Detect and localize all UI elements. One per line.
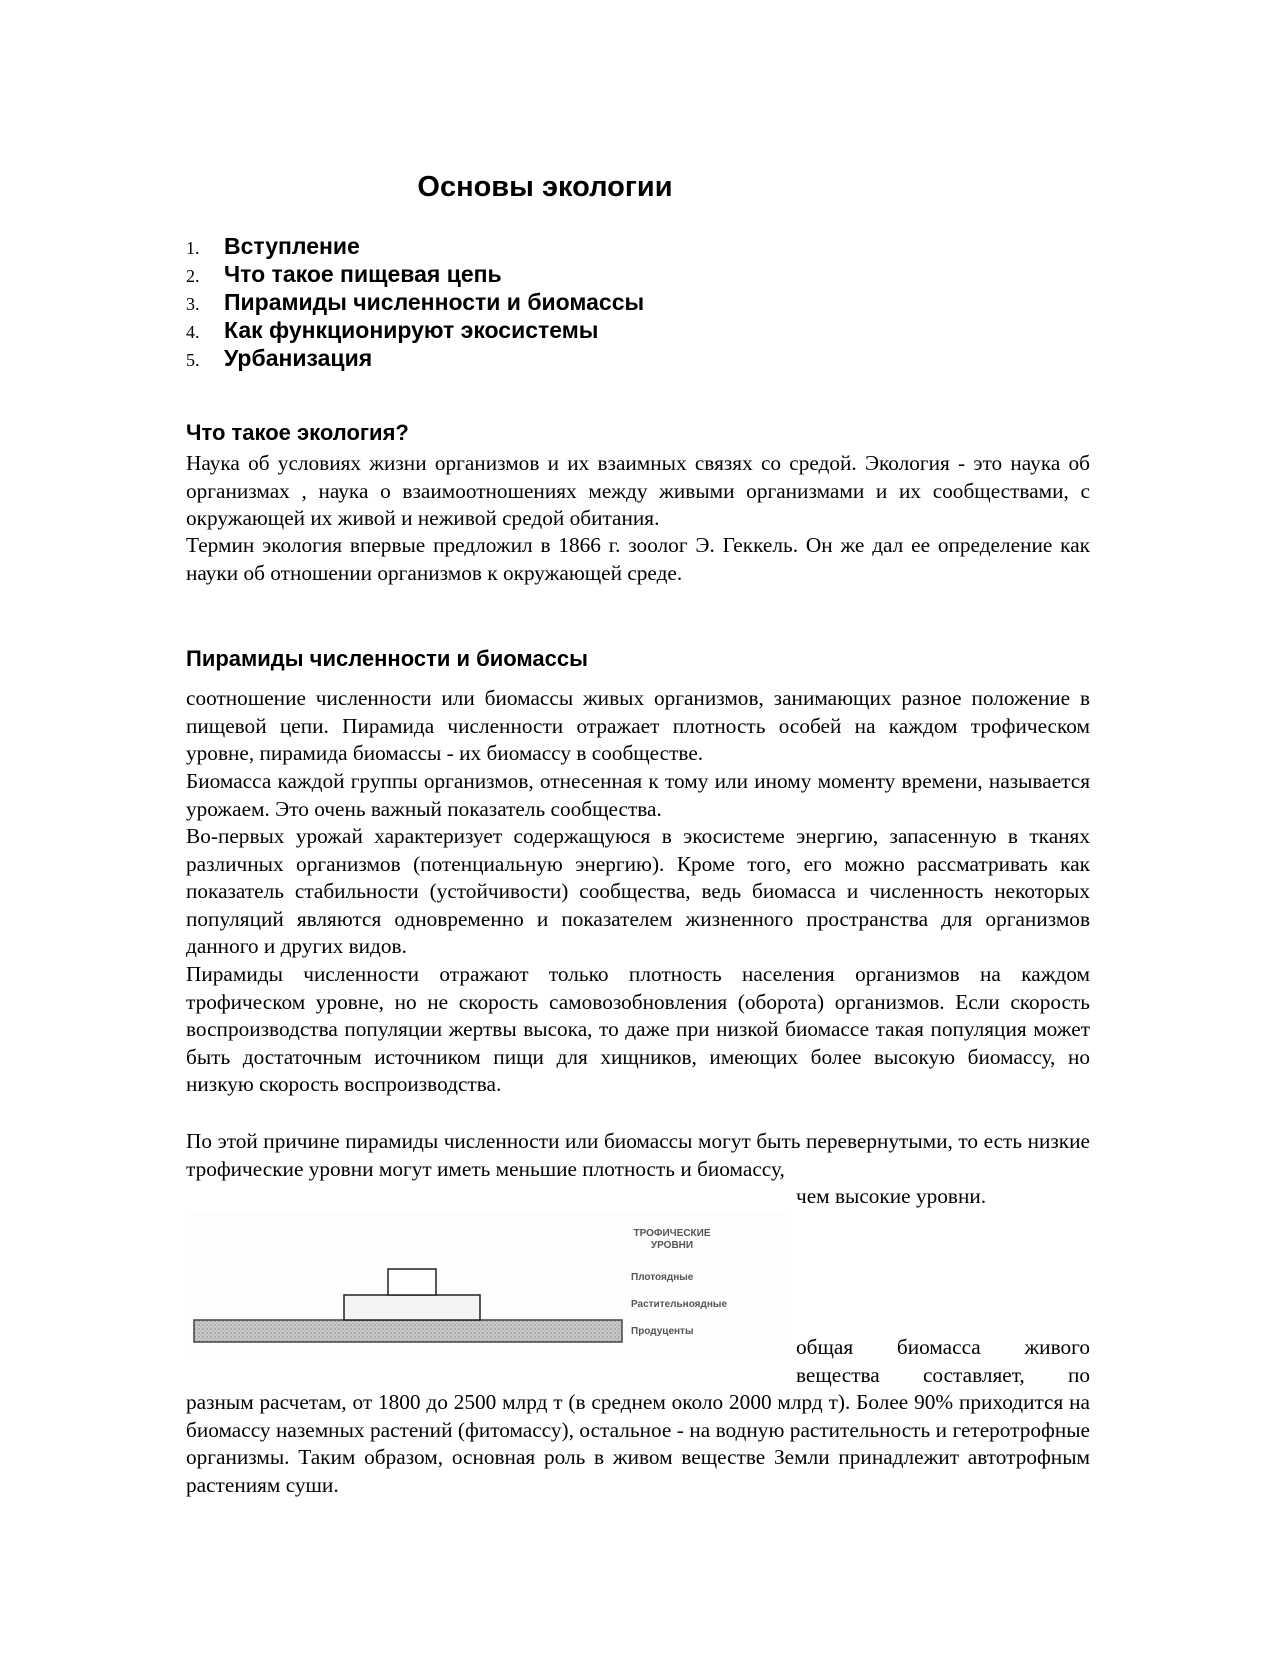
section-heading-pyramids: Пирамиды численности и биомассы: [186, 646, 588, 671]
toc-label: Вступление: [224, 233, 360, 259]
section-pyramids-paragraph-1: соотношение численности или биомассы живых организмов, занимающих разное положение в пищевой цепи. Пирамида численности отражает плотность особей на каждом трофическом уровне, пирамида биомассы - их биомассу в сообществе.: [186, 686, 1090, 765]
toc-number: 1.: [186, 238, 200, 258]
toc-number: 3.: [186, 294, 200, 314]
figure-side-text: общая биомасса живого вещества составляет, по: [796, 1335, 1090, 1387]
toc-item[interactable]: [186, 316, 986, 344]
toc-item[interactable]: [186, 232, 986, 260]
section-ecology-paragraph-1: Наука об условиях жизни организмов и их взаимных связях со средой. Экология - это наука об организмах , наука о взаимоотношениях между живыми организмами и их сообществами, с окружающей их живой и неживой средой обитания.: [186, 451, 1090, 530]
table-of-contents: [186, 232, 986, 372]
toc-number: 4.: [186, 322, 200, 342]
toc-label: Как функционируют экосистемы: [224, 317, 599, 343]
trophic-pyramid-figure: [186, 1212, 786, 1358]
toc-item[interactable]: [186, 344, 986, 372]
toc-number: 2.: [186, 266, 200, 286]
page-title: Основы экологии: [417, 171, 673, 204]
section-pyramids-paragraph-6: разным расчетам, от 1800 до 2500 млрд т (в среднем около 2000 млрд т). Более 90% приходится на биомассу наземных растений (фитомассу), остальное - на водную растительность и гетеротрофные организмы. Таким образом, основная роль в живом веществе Земли принадлежит автотрофным растениям суши.: [186, 1390, 1090, 1497]
section-pyramids-paragraph-5: По этой причине пирамиды численности или биомассы могут быть перевернутыми, то есть низкие трофические уровни могут иметь меньшие плотность и биомассу,: [186, 1129, 1090, 1181]
section-pyramids-paragraph-3: Во-первых урожай характеризует содержащуюся в экосистеме энергию, запасенную в тканях различных организмов (потенциальную энергию). Кроме того, его можно рассматривать как показатель стабильности (устойчивости) сообщества, ведь биомасса и численность некоторых популяций являются одновременно и показателем жизненного пространства для организмов данного и других видов.: [186, 824, 1090, 958]
section-pyramids-paragraph-4: Пирамиды численности отражают только плотность населения организмов на каждом трофическом уровне, но не скорость самовозобновления (оборота) организмов. Если скорость воспроизводства популяции жертвы высока, то даже при низкой биомассе такая популяция может быть достаточным источником пищи для хищников, имеющих более высокую биомассу, но низкую скорость воспроизводства.: [186, 962, 1090, 1096]
toc-label: Что такое пищевая цепь: [224, 261, 502, 287]
producers-level-bar: [194, 1320, 622, 1342]
section-pyramids-paragraph-2: Биомасса каждой группы организмов, отнесенная к тому или иному моменту времени, называется урожаем. Это очень важный показатель сообщества.: [186, 769, 1090, 821]
level-label-herbivores: Растительноядные: [631, 1299, 728, 1310]
herbivores-level-bar: [344, 1295, 480, 1320]
figure-caption-line1: ТРОФИЧЕСКИЕ: [633, 1228, 711, 1239]
level-label-producers: Продуценты: [631, 1326, 694, 1337]
section-heading-ecology: Что такое экология?: [186, 420, 409, 445]
toc-label: Пирамиды численности и биомассы: [224, 289, 645, 315]
trophic-pyramid-diagram: [186, 1212, 786, 1358]
toc-label: Урбанизация: [224, 345, 373, 371]
toc-item[interactable]: [186, 260, 986, 288]
level-label-carnivores: Плотоядные: [631, 1272, 694, 1283]
carnivores-level-bar: [388, 1269, 436, 1295]
section-pyramids-paragraph-5-end: чем высокие уровни.: [796, 1184, 987, 1208]
toc-number: 5.: [186, 350, 200, 370]
section-ecology-paragraph-2: Термин экология впервые предложил в 1866 г. зоолог Э. Геккель. Он же дал ее определение как науки об отношении организмов к окружающей среде.: [186, 533, 1090, 585]
toc-item[interactable]: [186, 288, 986, 316]
figure-caption-line2: УРОВНИ: [650, 1240, 694, 1251]
